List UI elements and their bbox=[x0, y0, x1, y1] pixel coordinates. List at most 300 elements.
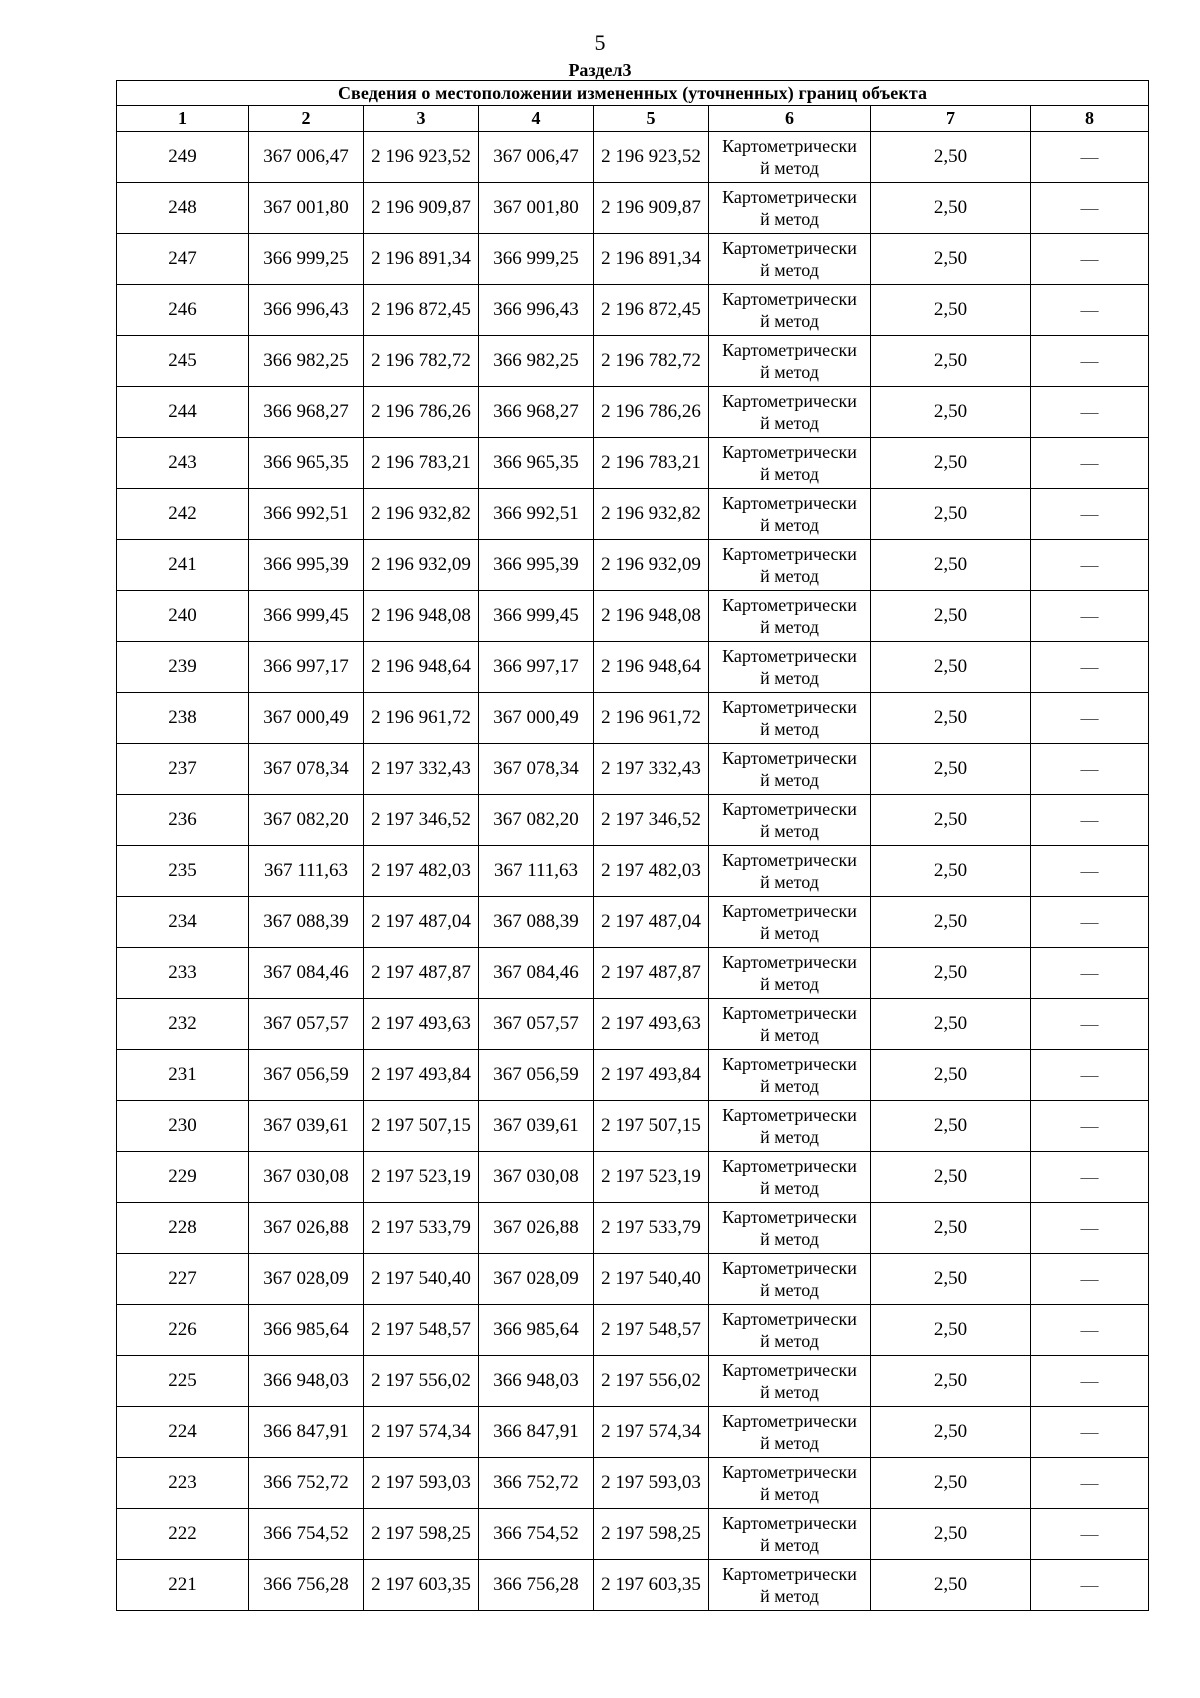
point-number-cell: 236 bbox=[117, 795, 249, 846]
method-cell bbox=[709, 1458, 871, 1509]
accuracy-cell: 2,50 bbox=[871, 540, 1031, 591]
table-row bbox=[117, 1203, 1149, 1254]
x-coordinate-new-cell: 367 006,47 bbox=[479, 132, 594, 183]
y-coordinate-new-cell: 2 197 482,03 bbox=[594, 846, 709, 897]
y-coordinate-new-cell: 2 197 346,52 bbox=[594, 795, 709, 846]
point-number-cell: 223 bbox=[117, 1458, 249, 1509]
table-row bbox=[117, 897, 1149, 948]
note-cell: — bbox=[1031, 642, 1149, 693]
table-row bbox=[117, 1050, 1149, 1101]
method-cell bbox=[709, 489, 871, 540]
y-coordinate-new-cell: 2 196 923,52 bbox=[594, 132, 709, 183]
y-coordinate-new-cell: 2 196 783,21 bbox=[594, 438, 709, 489]
note-cell: — bbox=[1031, 489, 1149, 540]
x-coordinate-new-cell: 366 756,28 bbox=[479, 1560, 594, 1611]
y-coordinate-cell: 2 196 948,64 bbox=[364, 642, 479, 693]
point-number-cell: 227 bbox=[117, 1254, 249, 1305]
point-number-cell: 243 bbox=[117, 438, 249, 489]
method-line-2: й метод bbox=[760, 974, 819, 994]
y-coordinate-new-cell: 2 196 782,72 bbox=[594, 336, 709, 387]
method-line-2: й метод bbox=[760, 464, 819, 484]
column-number: 1 bbox=[117, 106, 249, 132]
table-row bbox=[117, 1509, 1149, 1560]
note-cell: — bbox=[1031, 1458, 1149, 1509]
x-coordinate-cell: 367 078,34 bbox=[249, 744, 364, 795]
y-coordinate-new-cell: 2 197 493,63 bbox=[594, 999, 709, 1050]
method-cell bbox=[709, 540, 871, 591]
accuracy-cell: 2,50 bbox=[871, 1050, 1031, 1101]
y-coordinate-cell: 2 196 948,08 bbox=[364, 591, 479, 642]
x-coordinate-cell: 367 039,61 bbox=[249, 1101, 364, 1152]
y-coordinate-cell: 2 197 332,43 bbox=[364, 744, 479, 795]
point-number-cell: 248 bbox=[117, 183, 249, 234]
table-row bbox=[117, 1458, 1149, 1509]
x-coordinate-cell: 366 992,51 bbox=[249, 489, 364, 540]
table-row bbox=[117, 489, 1149, 540]
method-line-1: Картометрически bbox=[722, 595, 857, 615]
y-coordinate-new-cell: 2 197 523,19 bbox=[594, 1152, 709, 1203]
method-line-2: й метод bbox=[760, 1178, 819, 1198]
method-cell bbox=[709, 1305, 871, 1356]
accuracy-cell: 2,50 bbox=[871, 1152, 1031, 1203]
method-line-1: Картометрически bbox=[722, 646, 857, 666]
y-coordinate-cell: 2 197 523,19 bbox=[364, 1152, 479, 1203]
x-coordinate-new-cell: 367 026,88 bbox=[479, 1203, 594, 1254]
x-coordinate-cell: 366 965,35 bbox=[249, 438, 364, 489]
y-coordinate-new-cell: 2 197 603,35 bbox=[594, 1560, 709, 1611]
method-line-2: й метод bbox=[760, 668, 819, 688]
coordinates-table bbox=[116, 80, 1149, 1611]
y-coordinate-cell: 2 197 346,52 bbox=[364, 795, 479, 846]
method-line-2: й метод bbox=[760, 209, 819, 229]
accuracy-cell: 2,50 bbox=[871, 1356, 1031, 1407]
note-cell: — bbox=[1031, 234, 1149, 285]
y-coordinate-cell: 2 197 487,04 bbox=[364, 897, 479, 948]
method-cell bbox=[709, 234, 871, 285]
y-coordinate-new-cell: 2 196 948,08 bbox=[594, 591, 709, 642]
column-number: 4 bbox=[479, 106, 594, 132]
method-line-1: Картометрически bbox=[722, 1207, 857, 1227]
point-number-cell: 241 bbox=[117, 540, 249, 591]
note-cell: — bbox=[1031, 438, 1149, 489]
x-coordinate-new-cell: 367 028,09 bbox=[479, 1254, 594, 1305]
method-cell bbox=[709, 336, 871, 387]
x-coordinate-cell: 366 997,17 bbox=[249, 642, 364, 693]
point-number-cell: 229 bbox=[117, 1152, 249, 1203]
method-line-2: й метод bbox=[760, 311, 819, 331]
x-coordinate-cell: 366 995,39 bbox=[249, 540, 364, 591]
method-cell bbox=[709, 642, 871, 693]
method-line-1: Картометрически bbox=[722, 1462, 857, 1482]
x-coordinate-new-cell: 366 985,64 bbox=[479, 1305, 594, 1356]
x-coordinate-cell: 366 999,45 bbox=[249, 591, 364, 642]
accuracy-cell: 2,50 bbox=[871, 591, 1031, 642]
x-coordinate-new-cell: 366 968,27 bbox=[479, 387, 594, 438]
y-coordinate-new-cell: 2 196 872,45 bbox=[594, 285, 709, 336]
method-line-2: й метод bbox=[760, 413, 819, 433]
method-line-2: й метод bbox=[760, 1025, 819, 1045]
method-cell bbox=[709, 1152, 871, 1203]
table-row bbox=[117, 1305, 1149, 1356]
note-cell: — bbox=[1031, 132, 1149, 183]
table-row bbox=[117, 1254, 1149, 1305]
y-coordinate-cell: 2 197 533,79 bbox=[364, 1203, 479, 1254]
method-line-1: Картометрически bbox=[722, 1360, 857, 1380]
y-coordinate-new-cell: 2 196 932,09 bbox=[594, 540, 709, 591]
y-coordinate-cell: 2 197 507,15 bbox=[364, 1101, 479, 1152]
method-line-2: й метод bbox=[760, 872, 819, 892]
method-line-1: Картометрически bbox=[722, 1156, 857, 1176]
y-coordinate-cell: 2 197 540,40 bbox=[364, 1254, 479, 1305]
y-coordinate-new-cell: 2 196 948,64 bbox=[594, 642, 709, 693]
x-coordinate-new-cell: 366 992,51 bbox=[479, 489, 594, 540]
method-line-1: Картометрически bbox=[722, 238, 857, 258]
method-line-1: Картометрически bbox=[722, 952, 857, 972]
method-cell bbox=[709, 693, 871, 744]
accuracy-cell: 2,50 bbox=[871, 795, 1031, 846]
method-line-1: Картометрически bbox=[722, 136, 857, 156]
y-coordinate-cell: 2 196 786,26 bbox=[364, 387, 479, 438]
table-row bbox=[117, 438, 1149, 489]
note-cell: — bbox=[1031, 1509, 1149, 1560]
x-coordinate-new-cell: 366 752,72 bbox=[479, 1458, 594, 1509]
section-title: Раздел3 bbox=[568, 60, 632, 80]
method-line-2: й метод bbox=[760, 260, 819, 280]
note-cell: — bbox=[1031, 183, 1149, 234]
x-coordinate-new-cell: 366 965,35 bbox=[479, 438, 594, 489]
table-row bbox=[117, 642, 1149, 693]
point-number-cell: 246 bbox=[117, 285, 249, 336]
point-number-cell: 234 bbox=[117, 897, 249, 948]
table-row bbox=[117, 336, 1149, 387]
point-number-cell: 235 bbox=[117, 846, 249, 897]
y-coordinate-new-cell: 2 197 556,02 bbox=[594, 1356, 709, 1407]
method-cell bbox=[709, 285, 871, 336]
accuracy-cell: 2,50 bbox=[871, 438, 1031, 489]
method-cell bbox=[709, 183, 871, 234]
x-coordinate-cell: 367 056,59 bbox=[249, 1050, 364, 1101]
y-coordinate-new-cell: 2 197 332,43 bbox=[594, 744, 709, 795]
y-coordinate-cell: 2 196 961,72 bbox=[364, 693, 479, 744]
x-coordinate-new-cell: 366 995,39 bbox=[479, 540, 594, 591]
table-row bbox=[117, 591, 1149, 642]
x-coordinate-cell: 366 968,27 bbox=[249, 387, 364, 438]
method-line-1: Картометрически bbox=[722, 1513, 857, 1533]
point-number-cell: 249 bbox=[117, 132, 249, 183]
y-coordinate-new-cell: 2 197 487,87 bbox=[594, 948, 709, 999]
note-cell: — bbox=[1031, 999, 1149, 1050]
point-number-cell: 247 bbox=[117, 234, 249, 285]
method-line-1: Картометрически bbox=[722, 901, 857, 921]
method-line-2: й метод bbox=[760, 515, 819, 535]
x-coordinate-cell: 366 847,91 bbox=[249, 1407, 364, 1458]
point-number-cell: 238 bbox=[117, 693, 249, 744]
y-coordinate-new-cell: 2 196 786,26 bbox=[594, 387, 709, 438]
method-cell bbox=[709, 744, 871, 795]
note-cell: — bbox=[1031, 1560, 1149, 1611]
accuracy-cell: 2,50 bbox=[871, 132, 1031, 183]
method-line-2: й метод bbox=[760, 617, 819, 637]
note-cell: — bbox=[1031, 1254, 1149, 1305]
point-number-cell: 222 bbox=[117, 1509, 249, 1560]
method-cell bbox=[709, 591, 871, 642]
method-cell bbox=[709, 999, 871, 1050]
note-cell: — bbox=[1031, 387, 1149, 438]
y-coordinate-cell: 2 197 556,02 bbox=[364, 1356, 479, 1407]
method-line-2: й метод bbox=[760, 362, 819, 382]
note-cell: — bbox=[1031, 1305, 1149, 1356]
y-coordinate-cell: 2 196 932,82 bbox=[364, 489, 479, 540]
x-coordinate-new-cell: 367 088,39 bbox=[479, 897, 594, 948]
y-coordinate-cell: 2 197 548,57 bbox=[364, 1305, 479, 1356]
x-coordinate-cell: 367 028,09 bbox=[249, 1254, 364, 1305]
y-coordinate-new-cell: 2 197 507,15 bbox=[594, 1101, 709, 1152]
method-cell bbox=[709, 1101, 871, 1152]
column-number: 3 bbox=[364, 106, 479, 132]
y-coordinate-new-cell: 2 197 540,40 bbox=[594, 1254, 709, 1305]
method-cell bbox=[709, 387, 871, 438]
table-row bbox=[117, 183, 1149, 234]
y-coordinate-new-cell: 2 197 548,57 bbox=[594, 1305, 709, 1356]
x-coordinate-cell: 366 948,03 bbox=[249, 1356, 364, 1407]
accuracy-cell: 2,50 bbox=[871, 234, 1031, 285]
note-cell: — bbox=[1031, 1152, 1149, 1203]
note-cell: — bbox=[1031, 897, 1149, 948]
y-coordinate-cell: 2 197 493,84 bbox=[364, 1050, 479, 1101]
point-number-cell: 239 bbox=[117, 642, 249, 693]
method-line-2: й метод bbox=[760, 1484, 819, 1504]
note-cell: — bbox=[1031, 1101, 1149, 1152]
method-line-1: Картометрически bbox=[722, 1105, 857, 1125]
accuracy-cell: 2,50 bbox=[871, 999, 1031, 1050]
accuracy-cell: 2,50 bbox=[871, 336, 1031, 387]
y-coordinate-cell: 2 196 932,09 bbox=[364, 540, 479, 591]
method-line-1: Картометрически bbox=[722, 1309, 857, 1329]
method-line-2: й метод bbox=[760, 1127, 819, 1147]
point-number-cell: 233 bbox=[117, 948, 249, 999]
y-coordinate-cell: 2 196 782,72 bbox=[364, 336, 479, 387]
y-coordinate-cell: 2 196 923,52 bbox=[364, 132, 479, 183]
page-number: 5 bbox=[594, 30, 606, 55]
method-cell bbox=[709, 1203, 871, 1254]
x-coordinate-new-cell: 366 982,25 bbox=[479, 336, 594, 387]
accuracy-cell: 2,50 bbox=[871, 642, 1031, 693]
method-line-1: Картометрически bbox=[722, 442, 857, 462]
point-number-cell: 232 bbox=[117, 999, 249, 1050]
point-number-cell: 242 bbox=[117, 489, 249, 540]
method-line-2: й метод bbox=[760, 566, 819, 586]
x-coordinate-cell: 367 000,49 bbox=[249, 693, 364, 744]
point-number-cell: 230 bbox=[117, 1101, 249, 1152]
accuracy-cell: 2,50 bbox=[871, 489, 1031, 540]
column-number: 5 bbox=[594, 106, 709, 132]
method-line-1: Картометрически bbox=[722, 697, 857, 717]
x-coordinate-cell: 366 985,64 bbox=[249, 1305, 364, 1356]
method-line-1: Картометрически bbox=[722, 391, 857, 411]
y-coordinate-cell: 2 197 598,25 bbox=[364, 1509, 479, 1560]
point-number-cell: 224 bbox=[117, 1407, 249, 1458]
method-cell bbox=[709, 1407, 871, 1458]
note-cell: — bbox=[1031, 948, 1149, 999]
y-coordinate-cell: 2 197 593,03 bbox=[364, 1458, 479, 1509]
y-coordinate-new-cell: 2 197 574,34 bbox=[594, 1407, 709, 1458]
note-cell: — bbox=[1031, 285, 1149, 336]
note-cell: — bbox=[1031, 1356, 1149, 1407]
y-coordinate-new-cell: 2 196 909,87 bbox=[594, 183, 709, 234]
method-cell bbox=[709, 1509, 871, 1560]
table-row bbox=[117, 285, 1149, 336]
method-line-1: Картометрически bbox=[722, 187, 857, 207]
x-coordinate-new-cell: 367 030,08 bbox=[479, 1152, 594, 1203]
x-coordinate-new-cell: 366 948,03 bbox=[479, 1356, 594, 1407]
x-coordinate-new-cell: 367 084,46 bbox=[479, 948, 594, 999]
y-coordinate-new-cell: 2 197 593,03 bbox=[594, 1458, 709, 1509]
column-number: 7 bbox=[871, 106, 1031, 132]
method-cell bbox=[709, 1560, 871, 1611]
table-row bbox=[117, 693, 1149, 744]
table-row bbox=[117, 1101, 1149, 1152]
x-coordinate-new-cell: 367 082,20 bbox=[479, 795, 594, 846]
table-row bbox=[117, 948, 1149, 999]
table-row bbox=[117, 744, 1149, 795]
accuracy-cell: 2,50 bbox=[871, 387, 1031, 438]
x-coordinate-cell: 366 999,25 bbox=[249, 234, 364, 285]
method-line-2: й метод bbox=[760, 1076, 819, 1096]
note-cell: — bbox=[1031, 846, 1149, 897]
note-cell: — bbox=[1031, 1203, 1149, 1254]
method-line-2: й метод bbox=[760, 158, 819, 178]
method-line-1: Картометрически bbox=[722, 340, 857, 360]
method-line-2: й метод bbox=[760, 1229, 819, 1249]
accuracy-cell: 2,50 bbox=[871, 897, 1031, 948]
x-coordinate-new-cell: 367 000,49 bbox=[479, 693, 594, 744]
method-cell bbox=[709, 438, 871, 489]
point-number-cell: 245 bbox=[117, 336, 249, 387]
x-coordinate-new-cell: 366 999,25 bbox=[479, 234, 594, 285]
x-coordinate-new-cell: 367 111,63 bbox=[479, 846, 594, 897]
x-coordinate-cell: 367 026,88 bbox=[249, 1203, 364, 1254]
method-line-2: й метод bbox=[760, 923, 819, 943]
method-line-1: Картометрически bbox=[722, 1258, 857, 1278]
method-cell bbox=[709, 1254, 871, 1305]
x-coordinate-new-cell: 367 001,80 bbox=[479, 183, 594, 234]
point-number-cell: 240 bbox=[117, 591, 249, 642]
y-coordinate-new-cell: 2 197 487,04 bbox=[594, 897, 709, 948]
x-coordinate-new-cell: 366 847,91 bbox=[479, 1407, 594, 1458]
accuracy-cell: 2,50 bbox=[871, 1101, 1031, 1152]
table-row bbox=[117, 846, 1149, 897]
point-number-cell: 226 bbox=[117, 1305, 249, 1356]
note-cell: — bbox=[1031, 1407, 1149, 1458]
y-coordinate-cell: 2 197 482,03 bbox=[364, 846, 479, 897]
y-coordinate-cell: 2 197 603,35 bbox=[364, 1560, 479, 1611]
x-coordinate-cell: 367 082,20 bbox=[249, 795, 364, 846]
accuracy-cell: 2,50 bbox=[871, 1203, 1031, 1254]
x-coordinate-new-cell: 366 999,45 bbox=[479, 591, 594, 642]
y-coordinate-cell: 2 197 487,87 bbox=[364, 948, 479, 999]
accuracy-cell: 2,50 bbox=[871, 1458, 1031, 1509]
x-coordinate-cell: 367 001,80 bbox=[249, 183, 364, 234]
method-line-1: Картометрически bbox=[722, 850, 857, 870]
x-coordinate-new-cell: 366 997,17 bbox=[479, 642, 594, 693]
table-caption-row bbox=[117, 81, 1149, 106]
method-cell bbox=[709, 1050, 871, 1101]
accuracy-cell: 2,50 bbox=[871, 1407, 1031, 1458]
column-number: 8 bbox=[1031, 106, 1149, 132]
x-coordinate-cell: 366 982,25 bbox=[249, 336, 364, 387]
x-coordinate-new-cell: 366 996,43 bbox=[479, 285, 594, 336]
accuracy-cell: 2,50 bbox=[871, 846, 1031, 897]
y-coordinate-cell: 2 196 783,21 bbox=[364, 438, 479, 489]
y-coordinate-new-cell: 2 196 932,82 bbox=[594, 489, 709, 540]
table-caption: Сведения о местоположении измененных (уточненных) границ объекта bbox=[117, 81, 1149, 106]
accuracy-cell: 2,50 bbox=[871, 1305, 1031, 1356]
y-coordinate-new-cell: 2 196 891,34 bbox=[594, 234, 709, 285]
accuracy-cell: 2,50 bbox=[871, 183, 1031, 234]
point-number-cell: 221 bbox=[117, 1560, 249, 1611]
note-cell: — bbox=[1031, 336, 1149, 387]
accuracy-cell: 2,50 bbox=[871, 1560, 1031, 1611]
accuracy-cell: 2,50 bbox=[871, 693, 1031, 744]
point-number-cell: 225 bbox=[117, 1356, 249, 1407]
method-line-1: Картометрически bbox=[722, 544, 857, 564]
column-number: 6 bbox=[709, 106, 871, 132]
accuracy-cell: 2,50 bbox=[871, 285, 1031, 336]
accuracy-cell: 2,50 bbox=[871, 948, 1031, 999]
x-coordinate-cell: 367 111,63 bbox=[249, 846, 364, 897]
method-line-2: й метод bbox=[760, 1535, 819, 1555]
y-coordinate-cell: 2 196 891,34 bbox=[364, 234, 479, 285]
method-cell bbox=[709, 897, 871, 948]
method-cell bbox=[709, 846, 871, 897]
table-row bbox=[117, 999, 1149, 1050]
point-number-cell: 244 bbox=[117, 387, 249, 438]
y-coordinate-new-cell: 2 197 533,79 bbox=[594, 1203, 709, 1254]
y-coordinate-new-cell: 2 197 598,25 bbox=[594, 1509, 709, 1560]
point-number-cell: 237 bbox=[117, 744, 249, 795]
note-cell: — bbox=[1031, 795, 1149, 846]
note-cell: — bbox=[1031, 693, 1149, 744]
x-coordinate-cell: 367 057,57 bbox=[249, 999, 364, 1050]
y-coordinate-cell: 2 196 909,87 bbox=[364, 183, 479, 234]
accuracy-cell: 2,50 bbox=[871, 1254, 1031, 1305]
table-row bbox=[117, 1560, 1149, 1611]
table-row bbox=[117, 1152, 1149, 1203]
table-row bbox=[117, 795, 1149, 846]
x-coordinate-cell: 366 752,72 bbox=[249, 1458, 364, 1509]
x-coordinate-new-cell: 366 754,52 bbox=[479, 1509, 594, 1560]
x-coordinate-cell: 366 754,52 bbox=[249, 1509, 364, 1560]
column-numbers-row bbox=[117, 106, 1149, 132]
method-cell bbox=[709, 795, 871, 846]
table-row bbox=[117, 387, 1149, 438]
point-number-cell: 228 bbox=[117, 1203, 249, 1254]
note-cell: — bbox=[1031, 1050, 1149, 1101]
column-number: 2 bbox=[249, 106, 364, 132]
x-coordinate-cell: 366 756,28 bbox=[249, 1560, 364, 1611]
method-line-2: й метод bbox=[760, 1280, 819, 1300]
method-cell bbox=[709, 948, 871, 999]
note-cell: — bbox=[1031, 591, 1149, 642]
y-coordinate-cell: 2 196 872,45 bbox=[364, 285, 479, 336]
table-row bbox=[117, 1356, 1149, 1407]
x-coordinate-new-cell: 367 078,34 bbox=[479, 744, 594, 795]
table-row bbox=[117, 540, 1149, 591]
method-line-2: й метод bbox=[760, 1586, 819, 1606]
y-coordinate-cell: 2 197 493,63 bbox=[364, 999, 479, 1050]
note-cell: — bbox=[1031, 744, 1149, 795]
method-line-2: й метод bbox=[760, 1331, 819, 1351]
